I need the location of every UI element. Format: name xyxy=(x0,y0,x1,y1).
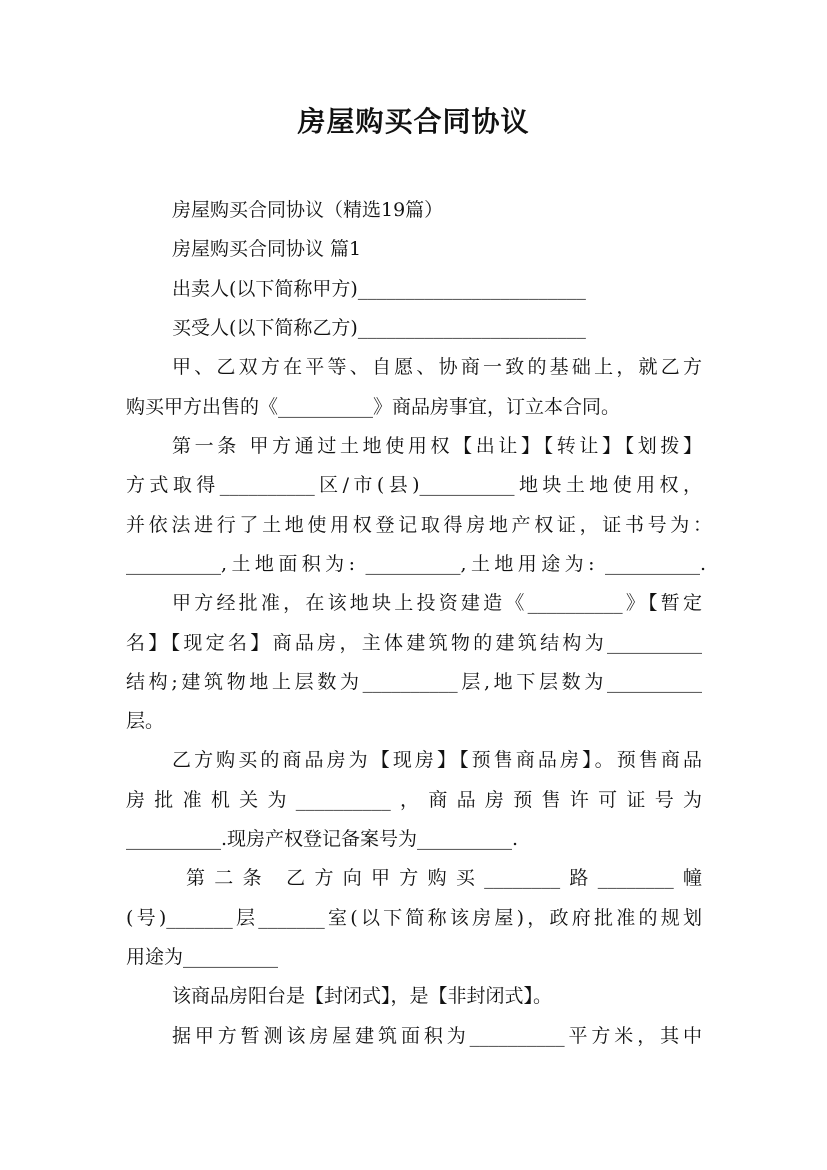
paragraph-line: 层。 xyxy=(126,710,165,732)
paragraph-line: 方式取得__________区/市(县)__________地块土地使用权， xyxy=(126,474,702,496)
paragraph-line: 购买甲方出售的《__________》商品房事宜，订立本合同。 xyxy=(126,396,621,418)
paragraph-line: 出卖人(以下简称甲方)________________________ xyxy=(172,278,586,300)
paragraph-line: 买受人(以下简称乙方)________________________ xyxy=(172,317,586,339)
paragraph-line: 乙方购买的商品房为【现房】【预售商品房】。预售商品 xyxy=(172,749,702,771)
paragraph-line: 第二条 乙方向甲方购买________路________幢 xyxy=(186,867,702,889)
paragraph-line: 甲、乙双方在平等、自愿、协商一致的基础上，就乙方 xyxy=(172,356,702,378)
paragraph-line: 房批准机关为__________，商品房预售许可证号为 xyxy=(126,789,702,811)
paragraph-line: 房屋购买合同协议 篇1 xyxy=(172,238,362,260)
paragraph-line: __________.现房产权登记备案号为__________. xyxy=(126,828,519,850)
paragraph-line: __________,土地面积为: __________,土地用途为: __________. xyxy=(126,553,706,575)
paragraph-line: (号)_______层_______室(以下简称该房屋)，政府批准的规划 xyxy=(126,907,702,929)
paragraph-line: 房屋购买合同协议（精选19篇） xyxy=(172,199,444,221)
document-title: 房屋购买合同协议 xyxy=(297,105,530,138)
paragraph-line: 据甲方暂测该房屋建筑面积为__________平方米，其中 xyxy=(172,1025,702,1047)
paragraph-line: 并依法进行了土地使用权登记取得房地产权证，证书号为： xyxy=(126,514,712,536)
paragraph-line: 甲方经批准，在该地块上投资建造《__________》【暂定 xyxy=(172,592,702,614)
paragraph-line: 第一条 甲方通过土地使用权【出让】【转让】【划拨】 xyxy=(172,435,702,457)
paragraph-line: 名】【现定名】商品房，主体建筑物的建筑结构为__________ xyxy=(126,632,702,654)
paragraph-line: 用途为__________ xyxy=(126,946,279,968)
paragraph-line: 该商品房阳台是【封闭式】，是【非封闭式】。 xyxy=(172,985,553,1007)
paragraph-line: 结构;建筑物地上层数为__________层,地下层数为__________ xyxy=(126,671,702,693)
